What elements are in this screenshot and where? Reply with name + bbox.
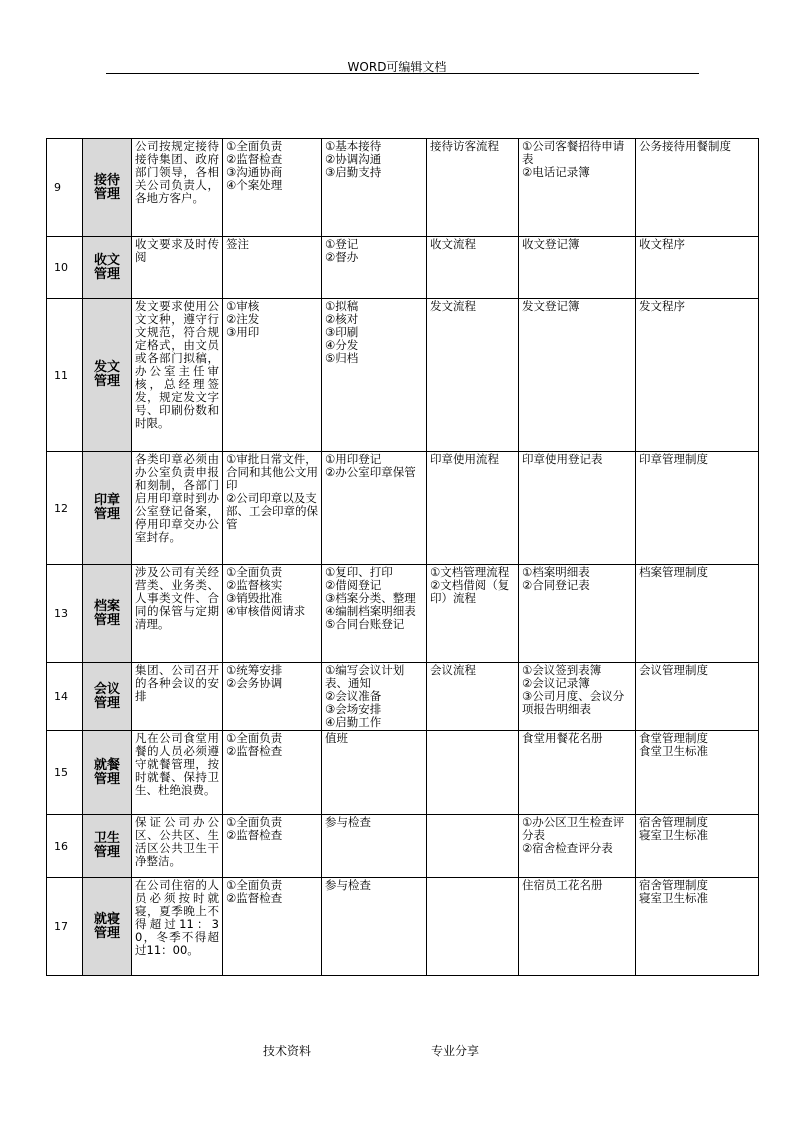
tasks-item: ④启勤工作 [325, 715, 382, 729]
tasks-item: ③印刷 [325, 325, 359, 339]
table-row [47, 815, 759, 878]
description-cell: 各类印章必须由办公室负责申报和刻制，各部门启用印章时到办公室登记备案，停用印章交办公室封存。 [132, 452, 223, 565]
page-header-title: WORD可编辑文档 [347, 60, 447, 74]
records-cell [519, 663, 636, 731]
duties-item: ②监督检查 [226, 828, 283, 842]
duties-cell [223, 565, 322, 663]
records-item: ②合同登记表 [522, 578, 590, 592]
category-label: 印章 管理 [93, 493, 120, 522]
tasks-item: 值班 [325, 731, 348, 745]
duties-item: ①统筹安排 [226, 663, 283, 677]
category-label: 档案 管理 [93, 598, 120, 628]
records-item: ②电话记录簿 [522, 165, 590, 179]
records-item: 住宿员工花名册 [522, 878, 603, 892]
records-item: ①档案明细表 [522, 565, 590, 579]
duties-item: ①全面负责 [226, 878, 283, 892]
duties-item: ②公司印章以及支部、工会印章的保管 [226, 491, 318, 531]
records-cell [519, 299, 636, 452]
row-number: 10 [47, 237, 83, 299]
process-item: ②文档借阅（复印）流程 [430, 578, 510, 605]
system-cell [636, 565, 759, 663]
row-number: 13 [47, 565, 83, 663]
tasks-item: ②协调沟通 [325, 152, 382, 166]
category-cell [83, 565, 132, 663]
table-row [47, 237, 759, 299]
tasks-item: ①编写会议计划表、通知 [325, 663, 405, 690]
tasks-item: ②核对 [325, 312, 359, 326]
system-item: 公务接待用餐制度 [639, 139, 731, 153]
tasks-item: ⑤合同台账登记 [325, 617, 405, 631]
system-item: 宿舍管理制度 [639, 815, 708, 829]
row-number: 9 [47, 139, 83, 237]
duties-item: ①全面负责 [226, 565, 283, 579]
category-cell [83, 299, 132, 452]
category-label: 会议 管理 [93, 681, 120, 711]
row-number: 15 [47, 731, 83, 815]
tasks-item: ②会议准备 [325, 689, 382, 703]
table-row [47, 452, 759, 565]
records-item: ①办公区卫生检查评分表 [522, 815, 625, 842]
row-number: 16 [47, 815, 83, 878]
duties-item: ④个案处理 [226, 178, 283, 192]
header-divider [106, 73, 699, 74]
duties-cell [223, 299, 322, 452]
table-row [47, 139, 759, 237]
duties-item: ③销毁批准 [226, 591, 283, 605]
table-row [47, 565, 759, 663]
duties-item: ②会务协调 [226, 676, 283, 690]
process-item: 接待访客流程 [430, 139, 499, 153]
tasks-cell [322, 878, 427, 976]
category-cell [83, 663, 132, 731]
system-cell [636, 815, 759, 878]
process-cell [427, 878, 519, 976]
table-row [47, 299, 759, 452]
system-item: 印章管理制度 [639, 452, 708, 466]
system-cell [636, 299, 759, 452]
duties-item: ②监督检查 [226, 744, 283, 758]
description-cell: 保证公司办公区、公共区、生活区公共卫生干净整洁。 [132, 815, 223, 878]
records-cell [519, 565, 636, 663]
system-cell [636, 139, 759, 237]
footer-right: 专业分享 [431, 1044, 480, 1058]
process-cell [427, 815, 519, 878]
description-cell: 发文要求使用公文文种，遵守行文规范，符合规定格式，由文员或各部门拟稿，办公室主任审核，总经理签发，规定发文字号、印刷份数和时限。 [132, 299, 223, 452]
tasks-item: ④分发 [325, 338, 359, 352]
duties-item: ④审核借阅请求 [226, 604, 306, 618]
system-item: 会议管理制度 [639, 663, 708, 677]
records-item: ②会议记录簿 [522, 676, 590, 690]
duties-cell [223, 663, 322, 731]
duties-item: ③用印 [226, 325, 260, 339]
tasks-item: ①用印登记 [325, 452, 382, 466]
tasks-cell [322, 663, 427, 731]
tasks-item: ①复印、打印 [325, 565, 393, 579]
category-label: 就餐 管理 [93, 757, 120, 787]
tasks-item: 参与检查 [325, 815, 371, 829]
records-item: 食堂用餐花名册 [522, 731, 603, 745]
tasks-item: ②督办 [325, 250, 359, 264]
tasks-item: 参与检查 [325, 878, 371, 892]
category-cell [83, 878, 132, 976]
system-cell [636, 663, 759, 731]
system-item: 寝室卫生标准 [639, 828, 708, 842]
process-cell [427, 299, 519, 452]
duties-item: ①全面负责 [226, 731, 283, 745]
process-cell [427, 731, 519, 815]
description-cell: 涉及公司有关经营类、业务类、人事类文件、合同的保管与定期清理。 [132, 565, 223, 663]
tasks-cell [322, 815, 427, 878]
tasks-item: ④编制档案明细表 [325, 604, 416, 618]
duties-item: ②注发 [226, 312, 260, 326]
tasks-item: ③档案分类、整理 [325, 591, 416, 605]
duties-item: ②监督核实 [226, 578, 283, 592]
category-label: 就寝 管理 [93, 911, 120, 941]
table-row [47, 878, 759, 976]
tasks-item: ②办公室印章保管 [325, 465, 416, 479]
row-number: 11 [47, 299, 83, 452]
records-cell [519, 237, 636, 299]
records-item: 发文登记簿 [522, 299, 580, 313]
tasks-item: ①拟稿 [325, 299, 359, 313]
records-cell [519, 815, 636, 878]
duties-item: ①全面负责 [226, 139, 283, 153]
category-cell [83, 731, 132, 815]
table-row [47, 663, 759, 731]
row-number: 17 [47, 878, 83, 976]
records-item: ③公司月度、会议分项报告明细表 [522, 689, 625, 716]
process-item: 发文流程 [430, 299, 476, 313]
duties-item: ②监督检查 [226, 152, 283, 166]
category-label: 发文 管理 [93, 360, 120, 389]
category-label: 收文 管理 [93, 252, 120, 282]
footer-left: 技术资料 [263, 1044, 312, 1058]
tasks-cell [322, 139, 427, 237]
system-item: 档案管理制度 [639, 565, 708, 579]
tasks-cell [322, 237, 427, 299]
management-table [46, 138, 759, 976]
category-cell [83, 815, 132, 878]
tasks-item: ③启勤支持 [325, 165, 382, 179]
duties-cell [223, 237, 322, 299]
tasks-cell [322, 565, 427, 663]
records-item: ②宿舍检查评分表 [522, 841, 613, 855]
system-cell [636, 878, 759, 976]
duties-item: 签注 [226, 237, 249, 251]
description-cell: 在公司住宿的人员必须按时就寝，夏季晚上不得超过11：30，冬季不得超过11：00。 [132, 878, 223, 976]
tasks-item: ①登记 [325, 237, 359, 251]
duties-item: ②监督检查 [226, 891, 283, 905]
tasks-cell [322, 452, 427, 565]
records-cell [519, 878, 636, 976]
process-cell [427, 663, 519, 731]
system-item: 食堂管理制度 [639, 731, 708, 745]
process-item: ①文档管理流程 [430, 565, 510, 579]
records-item: 印章使用登记表 [522, 452, 603, 466]
records-cell [519, 731, 636, 815]
tasks-item: ③会场安排 [325, 702, 382, 716]
process-cell [427, 237, 519, 299]
description-cell: 集团、公司召开的各种会议的安排 [132, 663, 223, 731]
tasks-cell [322, 299, 427, 452]
category-cell [83, 139, 132, 237]
system-item: 收文程序 [639, 237, 685, 251]
duties-cell [223, 139, 322, 237]
system-item: 寝室卫生标准 [639, 891, 708, 905]
records-item: 收文登记簿 [522, 237, 580, 251]
category-cell [83, 452, 132, 565]
system-item: 宿舍管理制度 [639, 878, 708, 892]
category-label: 卫生 管理 [93, 831, 120, 860]
process-cell [427, 565, 519, 663]
duties-item: ①全面负责 [226, 815, 283, 829]
duties-item: ③沟通协商 [226, 165, 283, 179]
category-label: 接待 管理 [93, 172, 120, 202]
system-cell [636, 731, 759, 815]
system-cell [636, 452, 759, 565]
records-cell [519, 139, 636, 237]
system-cell [636, 237, 759, 299]
tasks-cell [322, 731, 427, 815]
duties-cell [223, 731, 322, 815]
process-item: 会议流程 [430, 663, 476, 677]
description-cell: 收文要求及时传阅 [132, 237, 223, 299]
description-cell: 公司按规定接待接待集团、政府部门领导，各相关公司负责人，各地方客户。 [132, 139, 223, 237]
table-row [47, 731, 759, 815]
process-item: 收文流程 [430, 237, 476, 251]
records-item: ①会议签到表簿 [522, 663, 602, 677]
duties-cell [223, 878, 322, 976]
system-item: 食堂卫生标准 [639, 744, 708, 758]
records-cell [519, 452, 636, 565]
process-cell [427, 139, 519, 237]
duties-cell [223, 815, 322, 878]
row-number: 12 [47, 452, 83, 565]
records-item: ①公司客餐招待申请表 [522, 139, 625, 166]
process-item: 印章使用流程 [430, 452, 499, 466]
tasks-item: ①基本接待 [325, 139, 382, 153]
duties-cell [223, 452, 322, 565]
description-cell: 凡在公司食堂用餐的人员必须遵守就餐管理，按时就餐、保持卫生、杜绝浪费。 [132, 731, 223, 815]
duties-item: ①审核 [226, 299, 260, 313]
duties-item: ①审批日常文件，合同和其他公文用印 [226, 452, 318, 492]
tasks-item: ⑤归档 [325, 351, 359, 365]
category-cell [83, 237, 132, 299]
process-cell [427, 452, 519, 565]
system-item: 发文程序 [639, 299, 685, 313]
tasks-item: ②借阅登记 [325, 578, 382, 592]
row-number: 14 [47, 663, 83, 731]
